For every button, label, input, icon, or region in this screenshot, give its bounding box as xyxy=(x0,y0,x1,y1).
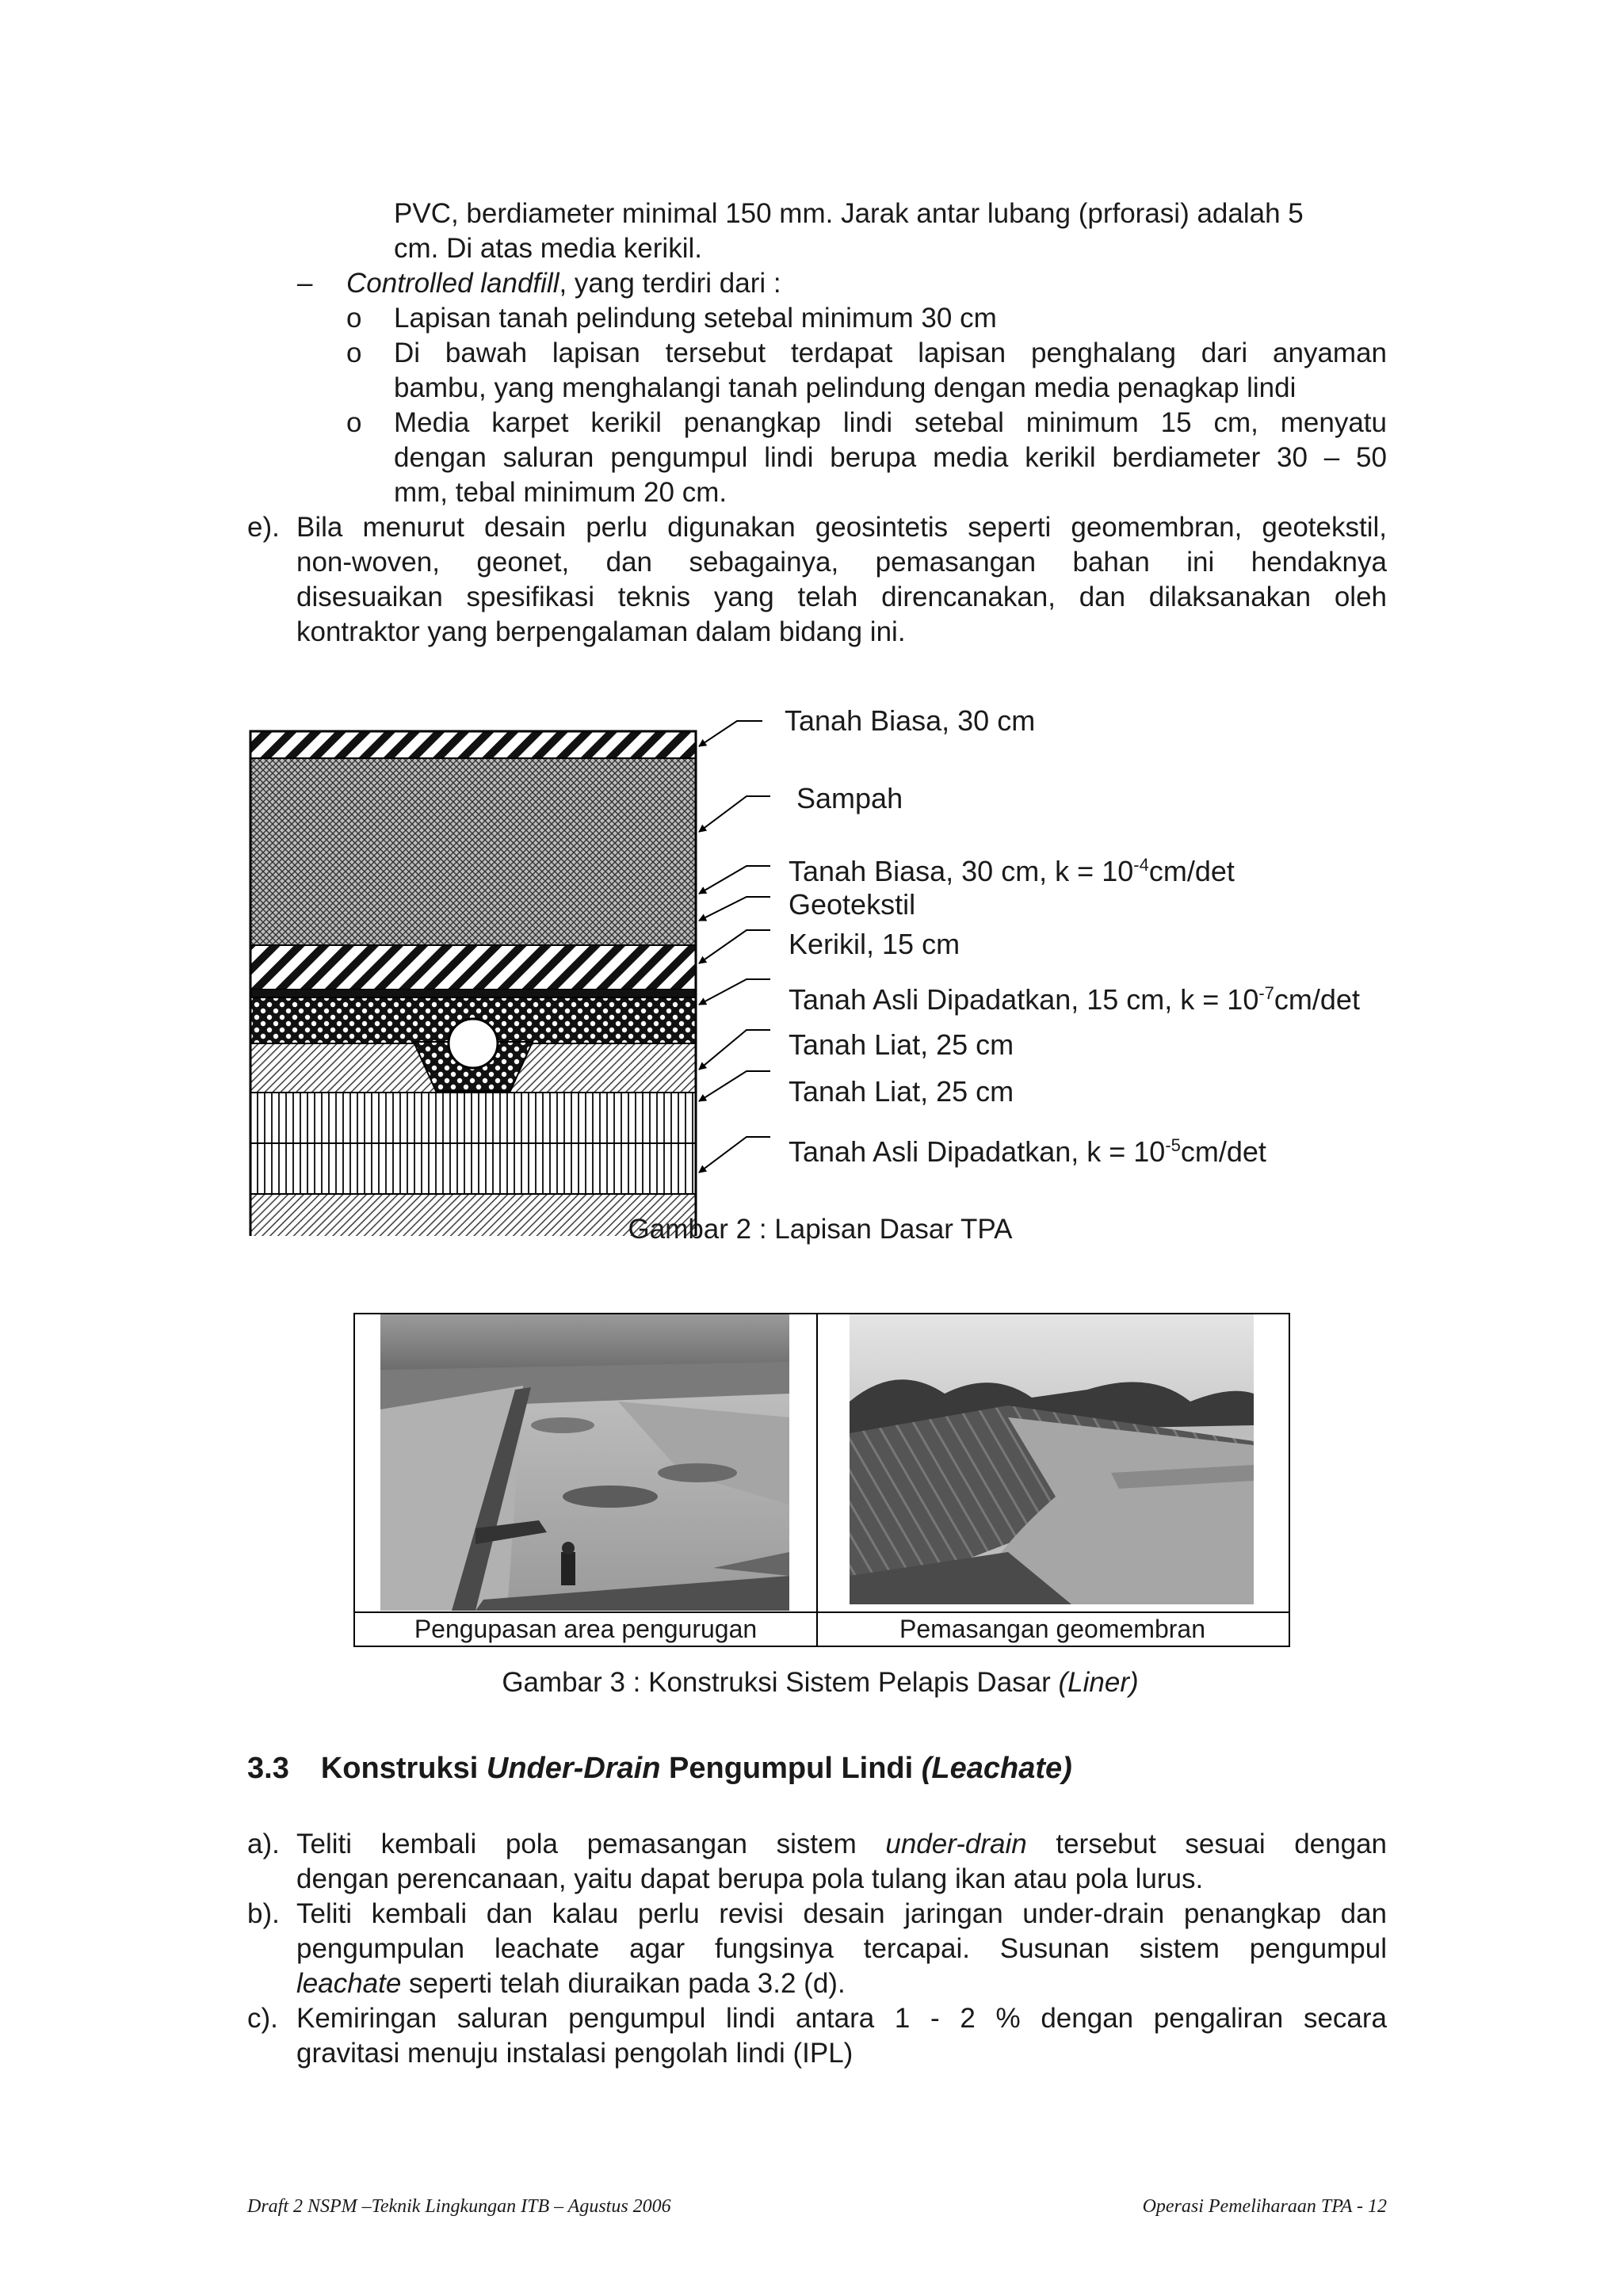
label-tanah-asli-15: Tanah Asli Dipadatkan, 15 cm, $k = 10^{-7}cm/\det$ xyxy=(789,983,1360,1016)
list-item-cont: bambu, yang menghalangi tanah pelindung dengan media penagkap lindi xyxy=(394,372,1296,403)
section-heading: 3.3 Konstruksi Under-Drain Pengumpul Lindi (Leachate) xyxy=(247,1752,1072,1785)
list-item-cont: dengan saluran pengumpul lindi berupa media kerikil berdiameter 30 – 50 xyxy=(394,442,1387,473)
photo2-caption: Pemasangan geomembran xyxy=(899,1615,1205,1643)
leader-line xyxy=(699,721,762,746)
list-marker-e: e). xyxy=(247,512,280,543)
label-tanah-liat-2: Tanah Liat, 25 cm xyxy=(789,1075,1014,1108)
item-a-line: dengan perencanaan, yaitu dapat berupa pola tulang ikan atau pola lurus. xyxy=(296,1863,1204,1894)
item-b-line: Teliti kembali dan kalau perlu revisi desain jaringan under-drain penangkap dan xyxy=(296,1898,1387,1929)
label-tanah-liat-1: Tanah Liat, 25 cm xyxy=(789,1028,1014,1061)
list-marker-b: b). xyxy=(247,1898,280,1929)
label-kerikil: Kerikil, 15 cm xyxy=(789,928,960,960)
leader-line xyxy=(699,979,770,1005)
collection-pipe xyxy=(449,1019,498,1068)
item-b-line: pengumpulan leachate agar fungsinya tercapai. Susunan sistem pengumpul xyxy=(296,1933,1387,1964)
leader-line xyxy=(699,1071,770,1101)
figure-3-caption: Gambar 3 : Konstruksi Sistem Pelapis Dasar (Liner) xyxy=(502,1667,1139,1698)
bullet-marker: o xyxy=(346,303,362,334)
footer-left: Draft 2 NSPM –Teknik Lingkungan ITB – Agustus 2006 xyxy=(247,2196,671,2217)
list-marker-c: c). xyxy=(247,2003,278,2034)
leader-line xyxy=(699,897,770,921)
item-e-line: Bila menurut desain perlu digunakan geosintetis seperti geomembran, geotekstil, xyxy=(296,512,1387,543)
photo-geomembran xyxy=(850,1314,1254,1604)
label-sampah: Sampah xyxy=(796,782,903,814)
item-e-line: non-woven, geonet, dan sebagainya, pemasangan bahan ini hendaknya xyxy=(296,547,1387,578)
layer-geotekstil xyxy=(250,990,696,997)
photo1-caption: Pengupasan area pengurugan xyxy=(414,1615,758,1643)
layer-tanah-liat-2 xyxy=(250,1143,696,1194)
photo-pengupasan xyxy=(380,1314,789,1611)
list-item: Media karpet kerikil penangkap lindi setebal minimum 15 cm, menyatu xyxy=(394,407,1387,438)
item-c-line: gravitasi menuju instalasi pengolah lindi (IPL) xyxy=(296,2038,854,2069)
text-line: cm. Di atas media kerikil. xyxy=(394,233,702,264)
leader-line xyxy=(699,1030,770,1070)
list-item: Di bawah lapisan tersebut terdapat lapisan penghalang dari anyaman xyxy=(394,338,1387,368)
label-tanah-biasa-30: Tanah Biasa, 30 cm xyxy=(785,704,1036,737)
text-line: PVC, berdiameter minimal 150 mm. Jarak antar lubang (prforasi) adalah 5 xyxy=(394,198,1304,229)
layer-tanah-biasa-top xyxy=(250,731,696,758)
footer-right: Operasi Pemeliharaan TPA - 12 xyxy=(1142,2196,1387,2217)
bullet-marker: o xyxy=(346,338,362,368)
figure-2-caption: Gambar 2 : Lapisan Dasar TPA xyxy=(628,1214,1013,1245)
bullet-marker: o xyxy=(346,407,362,438)
item-b-line: leachate seperti telah diuraikan pada 3.2 (d). xyxy=(296,1968,846,1999)
layer-tanah-liat-1 xyxy=(250,1093,696,1143)
leader-line xyxy=(699,930,770,963)
controlled-landfill-heading: Controlled landfill, yang terdiri dari : xyxy=(346,268,781,299)
item-e-line: disesuaikan spesifikasi teknis yang telah direncanakan, dan dilaksanakan oleh xyxy=(296,582,1387,612)
photo-divider xyxy=(816,1313,818,1646)
layer-tanah-biasa xyxy=(250,945,696,990)
leader-line xyxy=(699,866,770,894)
label-tanah-biasa-k: Tanah Biasa, 30 cm, $k = 10^{-4}cm/\det$ xyxy=(789,855,1235,887)
list-item: Lapisan tanah pelindung setebal minimum 30 cm xyxy=(394,303,997,334)
layer-sampah xyxy=(250,758,696,945)
item-e-line: kontraktor yang berpengalaman dalam bidang ini. xyxy=(296,616,906,647)
dash-bullet: – xyxy=(297,268,313,299)
label-tanah-asli: Tanah Asli Dipadatkan, $k = 10^{-5}cm/\det$ xyxy=(789,1135,1266,1168)
item-c-line: Kemiringan saluran pengumpul lindi antara 1 - 2 % dengan pengaliran secara xyxy=(296,2003,1387,2034)
list-item-cont: mm, tebal minimum 20 cm. xyxy=(394,477,727,508)
leader-line xyxy=(699,796,770,832)
item-a-line: Teliti kembali pola pemasangan sistem under-drain tersebut sesuai dengan xyxy=(296,1829,1387,1859)
list-marker-a: a). xyxy=(247,1829,280,1859)
leader-line xyxy=(699,1137,770,1173)
label-geotekstil: Geotekstil xyxy=(789,888,916,921)
